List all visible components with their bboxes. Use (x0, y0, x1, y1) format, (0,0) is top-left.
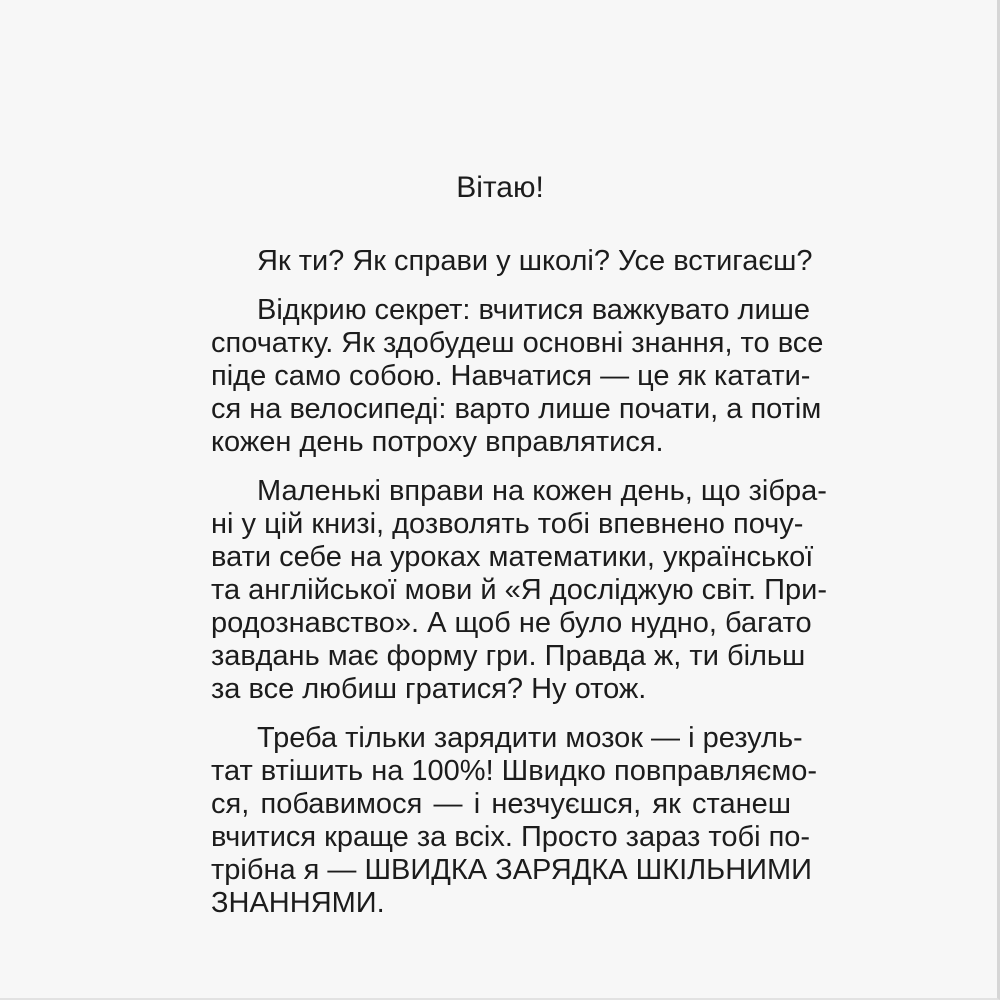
text-line: піде само собою. Навчатися — це як катати- (211, 360, 811, 392)
paragraph-1 (211, 245, 813, 278)
text-line: тат втішить на 100%! Швидко повправляємо- (211, 755, 818, 787)
text-line: кожен день потроху вправлятися. (211, 426, 664, 458)
paragraph-4 (211, 722, 818, 920)
text-line: Треба тільки зарядити мозок — і резуль- (257, 722, 803, 754)
text-line: вчитися краще за всіх. Просто зараз тобі по- (211, 821, 811, 853)
text-line: та англійської мови й «Я досліджую світ. При- (211, 574, 827, 606)
greeting-heading: Вітаю! (456, 171, 544, 204)
text-line: спочатку. Як здобудеш основні знання, то все (211, 327, 824, 359)
text-line: ні у цій книзі, дозволять тобі впевнено почу- (211, 508, 804, 540)
text-line: Відкрию секрет: вчитися важкувато лише (257, 294, 811, 326)
text-line: завдань має форму гри. Правда ж, ти більш (211, 640, 806, 672)
text-line: родознавство». А щоб не було нудно, багато (211, 607, 812, 639)
text-line: за все любиш гратися? Ну отож. (211, 673, 647, 705)
page-body-text (211, 245, 827, 936)
text-line: ся на велосипеді: варто лише почати, а потім (211, 393, 822, 425)
text-line: ЗНАННЯМИ. (211, 887, 385, 919)
text-line: вати себе на уроках математики, української (211, 541, 814, 573)
text-line: ся, побавимося — і незчуєшся, як станеш (211, 788, 791, 820)
paragraph-3 (211, 475, 827, 706)
paragraph-2 (211, 294, 824, 459)
text-line: трібна я — ШВИДКА ЗАРЯДКА ШКІЛЬНИМИ (211, 854, 812, 886)
text-line: Як ти? Як справи у школі? Усе встигаєш? (257, 245, 813, 277)
text-line: Маленькі вправи на кожен день, що зібра- (257, 475, 827, 507)
